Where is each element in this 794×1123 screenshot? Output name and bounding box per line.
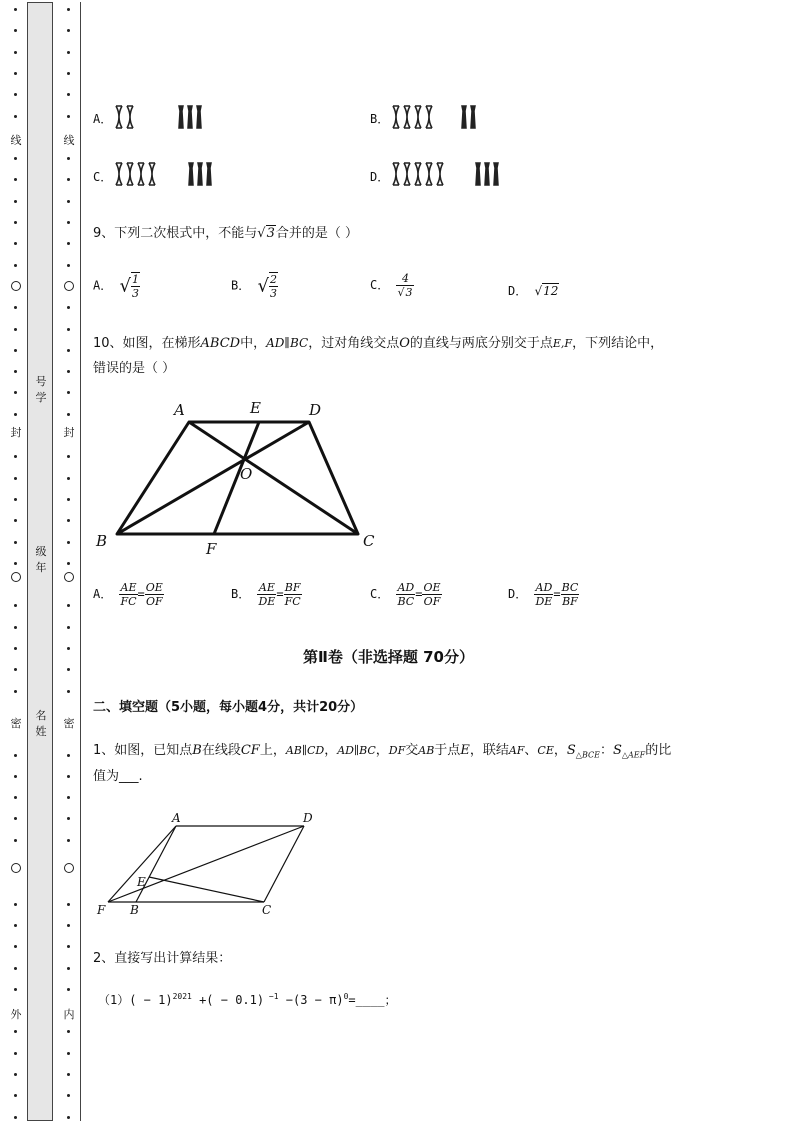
f1-t3: 在线段 [201,743,241,758]
f2-expr-c: −(3 − π) [278,993,344,1007]
outer-char-wai: 外 [10,1008,22,1021]
f1-t5: 上， [259,743,286,758]
q10-text-d: AD∥BC [266,336,309,350]
q8-option-a-figure [113,103,213,133]
margin-dot [14,51,17,54]
q9-option-b-label: B． [231,278,251,293]
q10-option-a-label: A． [93,587,113,601]
q10-c-rden: OF [423,595,441,608]
q8-option-a-label: A． [93,112,113,126]
margin-dot [14,647,17,650]
margin-dot [67,839,70,842]
margin-dot [14,817,17,820]
f1-t7: ， [324,743,338,758]
q10-stem-line2: 错误的是（ ） [93,361,176,376]
f2-expr-b: +( − 0.1) [191,993,265,1007]
stick-bundle [471,106,475,128]
stick-pair [149,163,155,185]
margin-dot [14,157,17,160]
q9-radicand: 3 [266,226,275,241]
q8-option-d-label: D． [370,170,390,184]
margin-dot [14,391,17,394]
stick-pair [116,106,122,128]
margin-dot [67,200,70,203]
q9-a-den: 3 [131,287,139,300]
margin-dot [67,115,70,118]
margin-dot [67,690,70,693]
q9-c-num: 4 [396,272,414,286]
q9-b-den: 3 [269,287,277,300]
outer-char-mi: 密 [10,717,22,730]
stick-pair [138,163,144,185]
stick-pair [437,163,443,185]
q10-option-b-label: B． [231,587,251,601]
outer-char-xian: 线 [10,134,22,147]
q9-option-b: B． √ $\frac{2}{3}$ [231,273,277,300]
f1-t13: 于点 [434,743,461,758]
f1-t4: CF [240,743,260,758]
f1-t1: 1、如图，已知点 [93,743,193,758]
margin-dot [14,1116,17,1119]
margin-dot [14,8,17,11]
margin-dot [67,178,70,181]
segment-dc [264,826,304,902]
q10-text-a: 10、如图，在梯形 [93,336,201,351]
margin-dot [67,1052,70,1055]
inner-char-xian: 线 [63,134,75,147]
stick-pair [426,106,432,128]
f1-t17: 、 [524,743,538,758]
inner-char-nei: 内 [63,1008,75,1021]
stick-pair [127,106,133,128]
margin-dot [67,1094,70,1097]
q10-a-rnum: OE [145,581,163,594]
stick-bundle [197,106,201,128]
margin-dot [67,1030,70,1033]
margin-dot [67,1073,70,1076]
binding-margin [0,0,82,1123]
margin-dot [67,945,70,948]
margin-dot [67,264,70,267]
f1-t11: 交 [405,743,419,758]
f1-point-label-c: C [262,903,272,917]
margin-dot [14,924,17,927]
margin-dot [14,328,17,331]
label-grade: 级年 [35,545,47,574]
margin-dot [67,519,70,522]
fill-blank-heading: 二、填空题（5小题，每小题4分，共计20分） [93,700,364,715]
q10-option-c [370,581,442,608]
margin-dot [67,93,70,96]
point-label-f: F [206,540,217,558]
stick-bundle [198,163,202,185]
f2-expr-d: =____； [348,993,397,1007]
q8-option-c-figure [113,160,223,190]
q10-option-d [508,581,579,608]
margin-dot [67,157,70,160]
q9-option-a: A． √ $\frac{1}{3}$ [93,273,139,300]
q9-option-c: C． $\frac{4}{√3}$ [370,272,413,299]
q10-c-lnum: AD [397,581,415,594]
stick-bundle [485,163,489,185]
margin-dot [14,1030,17,1033]
f1-t9: ， [375,743,389,758]
fill1-stem-line2: 值为___. [93,769,143,784]
q10-text-h: E,F [552,337,573,350]
q10-text-i: ，下列结论中， [572,336,664,351]
q10-option-b [231,581,302,608]
margin-dot [67,306,70,309]
stick-bundle [207,163,211,185]
q10-b-lden: DE [258,595,276,608]
f1-t2: B [192,743,202,758]
stick-pair [415,163,421,185]
segment-df [108,826,304,902]
f1-t15: ，联结 [469,743,509,758]
f1-point-label-d: D [303,811,313,825]
stick-bundle [476,163,480,185]
q10-option-d-label: D． [508,587,528,601]
f1-t14: E [460,743,470,758]
f1-t25: 的比 [645,743,672,758]
f1-t10: DF [388,744,406,757]
f1-t18: CE [537,744,554,757]
q9-text-after: 合并的是（ ） [275,226,358,241]
margin-dot [67,668,70,671]
q9-text-before: 9、下列二次根式中，不能与 [93,226,258,241]
margin-dot [67,391,70,394]
margin-dot [67,817,70,820]
margin-dot [14,626,17,629]
stick-pair [116,163,122,185]
stick-pair [393,106,399,128]
margin-dot [14,988,17,991]
f1-t22: ： [599,743,613,758]
f1-point-label-b: B [130,903,139,917]
f2-exp3: 0 [343,992,349,1001]
q10-d-lnum: AD [535,581,553,594]
q10-text-f: O [399,336,410,351]
margin-dot [14,1094,17,1097]
margin-dot [67,541,70,544]
q10-d-rden: BF [562,595,578,608]
margin-dot [67,413,70,416]
f2-exp1: 2021 [172,992,192,1001]
q10-b-eq: = [276,587,284,601]
margin-dot [67,328,70,331]
margin-dot [14,29,17,32]
q9-option-d: D． √12 [508,284,559,298]
margin-dot [14,221,17,224]
margin-dot [14,604,17,607]
margin-dot [14,839,17,842]
f1-t12: AB [418,744,435,757]
margin-dot [14,967,17,970]
point-label-c: C [363,532,375,550]
q10-text-b: ABCD [200,336,241,351]
margin-circle [11,863,21,873]
margin-dot [67,72,70,75]
stick-pair [393,163,399,185]
margin-dot [67,8,70,11]
margin-dot [14,1052,17,1055]
point-label-e: E [250,399,261,417]
q8-option-d-figure [390,160,510,190]
f1-point-label-f: F [97,903,106,917]
q10-a-lnum: AE [120,581,137,594]
fill1-parallelogram-figure [92,806,322,921]
q9-c-den: 3 [405,286,413,299]
fill2-expression [98,991,397,1008]
margin-circle [64,281,74,291]
f1-t8: AD∥BC [337,744,376,757]
margin-dot [67,754,70,757]
f1-t21: △BCE [575,750,600,760]
margin-dot [14,519,17,522]
margin-dot [67,626,70,629]
q9-option-d-label: D． [508,284,528,298]
margin-dot [14,370,17,373]
q8-option-b-figure [390,103,490,133]
q9-b-num: 2 [269,273,277,286]
stick-bundle [188,106,192,128]
stick-pair [415,106,421,128]
margin-dot [67,796,70,799]
q10-trapezoid-figure [92,396,392,561]
margin-dot [14,775,17,778]
margin-rule [80,2,81,1121]
stick-bundle [462,106,466,128]
margin-dot [14,72,17,75]
margin-dot [67,988,70,991]
margin-dot [67,775,70,778]
margin-dot [14,498,17,501]
f1-t23: S [612,743,622,758]
stick-pair [404,163,410,185]
f1-t20: S [566,743,576,758]
q10-option-a [93,581,164,608]
margin-dot [14,796,17,799]
margin-dot [14,1073,17,1076]
q10-b-rden: FC [284,595,301,608]
q10-b-rnum: BF [284,581,301,594]
q10-d-eq: = [553,587,561,601]
margin-dot [14,200,17,203]
margin-dot [67,242,70,245]
margin-dot [14,690,17,693]
margin-dot [67,967,70,970]
part2-title: 第Ⅱ卷（非选择题 70分） [303,648,474,666]
f1-point-label-e: E [137,875,146,889]
q10-a-eq: = [137,587,145,601]
margin-circle [11,281,21,291]
margin-dot [67,455,70,458]
q10-a-lden: FC [120,595,137,608]
stick-pair [127,163,133,185]
segment-ec [149,877,264,902]
q9-stem [93,222,358,241]
q10-text-e: ，过对角线交点 [308,336,400,351]
margin-dot [67,349,70,352]
q9-sqrt: √3 [257,226,275,241]
margin-dot [67,370,70,373]
fill2-heading: 2、直接写出计算结果： [93,951,232,966]
point-label-b: B [96,532,108,550]
margin-dot [67,498,70,501]
label-name: 名姓 [35,709,47,738]
q10-stem-line1 [93,332,663,351]
margin-dot [67,221,70,224]
margin-dot [67,477,70,480]
label-student-number: 号学 [35,375,47,404]
margin-dot [14,945,17,948]
margin-dot [67,1116,70,1119]
point-label-d: D [309,401,322,419]
margin-circle [11,572,21,582]
margin-dot [14,349,17,352]
q10-c-lden: BC [397,595,415,608]
margin-dot [67,29,70,32]
outer-char-feng: 封 [10,426,22,439]
f1-t16: AF [508,744,525,757]
margin-dot [14,477,17,480]
q10-text-c: 中， [240,336,267,351]
point-label-o: O [240,465,253,483]
stick-pair [426,163,432,185]
margin-dot [14,668,17,671]
margin-dot [14,264,17,267]
stick-bundle [179,106,183,128]
q9-option-c-label: C． [370,278,390,292]
q10-c-eq: = [415,587,423,601]
q8-option-b-label: B． [370,112,390,126]
inner-char-feng: 封 [63,426,75,439]
margin-dot [14,562,17,565]
margin-dot [67,604,70,607]
q8-option-c-label: C． [93,170,113,184]
f1-t24: △AEF [621,750,646,760]
margin-dot [14,306,17,309]
q10-d-lden: DE [535,595,553,608]
margin-dot [14,115,17,118]
margin-dot [67,51,70,54]
q10-text-g: 的直线与两底分别交于点 [409,336,553,351]
stick-bundle [494,163,498,185]
q10-d-rnum: BC [561,581,579,594]
margin-dot [14,541,17,544]
margin-circle [64,863,74,873]
margin-dot [14,242,17,245]
margin-dot [67,903,70,906]
point-label-a: A [174,401,185,419]
margin-dot [14,903,17,906]
f2-expr-a: （1）( − 1) [98,993,173,1007]
f2-exp2: −1 [264,992,279,1001]
stick-pair [404,106,410,128]
q10-a-rden: OF [145,595,163,608]
margin-dot [14,455,17,458]
q9-d-radicand: 12 [543,284,559,298]
q10-b-lnum: AE [258,581,275,594]
f1-point-label-a: A [172,811,181,825]
inner-char-mi: 密 [63,717,75,730]
fill1-stem-line1 [93,739,671,760]
q9-option-a-label: A． [93,278,113,293]
margin-dot [67,647,70,650]
margin-dot [67,924,70,927]
margin-dot [14,413,17,416]
margin-dot [14,178,17,181]
q9-a-num: 1 [131,273,139,286]
margin-circle [64,572,74,582]
q10-c-rnum: OE [423,581,441,594]
q10-option-c-label: C． [370,587,390,601]
margin-dot [14,754,17,757]
margin-dot [67,562,70,565]
f1-t6: AB∥CD [285,744,325,757]
f1-t19: ， [553,743,567,758]
margin-dot [14,93,17,96]
stick-bundle [189,163,193,185]
